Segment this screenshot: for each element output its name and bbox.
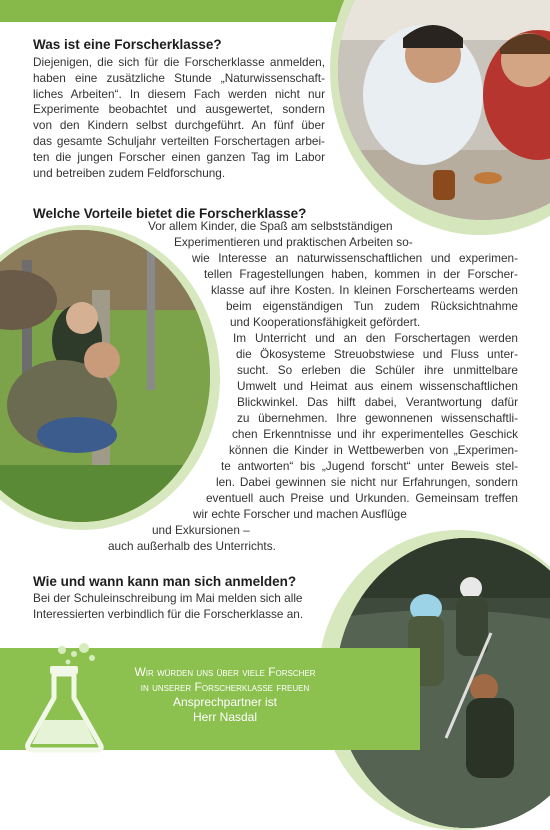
heading-benefits: Welche Vorteile bietet die Forscherklasse? [33,206,307,221]
section1-line: liches Arbeiten“. In diesem Fach werden nicht nur [33,86,325,101]
section1-line: von den Kindern selbst durchgeführt. An fünf über [33,118,325,133]
section2-line: chen Erkenntnisse und ihr experimentelles Geschick [232,427,518,441]
footer-message [110,665,340,725]
section2-line: eventuell auch Preise und Urkunden. Gemeinsam treffen [206,491,518,505]
section2-line: beim eigenständigen Tun zudem Rücksichtnahme [226,299,518,313]
section2-line: zu übernehmen. Ihre gewonnenen wissenschaftli- [237,411,518,425]
section1-line: haben eine zusätzliche Stunde „Naturwissenschaft- [33,70,325,85]
footer-contact-label: Ansprechpartner ist [172,695,278,709]
section2-line: sucht. So erleben die Schüler ihre unmittelbare [237,363,518,377]
section2-line: die Ökosysteme Streuobstwiese und Fluss unter- [236,347,518,361]
flask-icon [22,640,112,755]
footer-line: in unserer Forscherklasse freuen [140,680,310,694]
section3-line: Bei der Schuleinschreibung im Mai melden sich alle [33,591,303,605]
section2-line: auch außerhalb des Unterrichts. [108,539,276,553]
section1-line: Diejenigen, die sich für die Forscherklasse anmelden, [33,55,325,69]
section1-line: ten die jungen Forscher einen ganzen Tag im Labor [33,149,325,164]
heading-registration: Wie und wann kann man sich anmelden? [33,574,297,589]
section2-line: Experimentieren und praktischen Arbeiten so- [174,235,413,249]
section1-text [33,55,325,181]
heading-what-is: Was ist eine Forscherklasse? [33,37,222,52]
section2-line: Umwelt und Heimat aus einem wissenschaftlichen [237,379,518,393]
section2-line: Vor allem Kinder, die Spaß am selbstständigen [148,219,393,233]
section2-line: tellen Fragestellungen haben, kommen in der Forscher- [204,267,518,281]
section2-line: Blickwinkel. Das hilft dabei, Verantwortung dafür [237,395,518,409]
section1-line: das gesamte Schuljahr verteilten Forschertagen arbei- [33,133,325,148]
footer-line: Wir würden uns über viele Forscher [134,665,316,679]
section3-text [33,591,333,623]
section1-line: und betreiben zudem Feldforschung. [33,165,226,180]
section3-line: Interessierten verbindlich für die Forscherklasse an. [33,606,304,621]
section2-line: und Exkursionen – [152,523,250,537]
lab-photo [338,0,550,220]
section2-line: wir echte Forscher und machen Ausflüge [193,507,407,521]
section2-line: te antworten“ bis „Jugend forscht“ unter Beweis stel- [221,459,518,473]
section2-line: und Kooperationsfähigkeit gefördert. [230,315,421,329]
section2-line: klasse auf ihre Kosten. In kleinen Forscherteams werden [211,283,518,297]
section2-line: wie Interesse an naturwissenschaftlichen und experimen- [192,251,518,265]
section2-line: Im Unterricht und an den Forschertagen werden [233,331,518,345]
section1-line: Experimente beobachtet und ausgewertet, sondern [33,102,325,117]
section2-line: können die Kinder in Wettbewerben von „Experimen- [229,443,518,457]
footer-contact-name: Herr Nasdal [192,710,258,724]
section2-line: len. Dabei gewinnen sie nicht nur Erfahrungen, sondern [216,475,518,489]
